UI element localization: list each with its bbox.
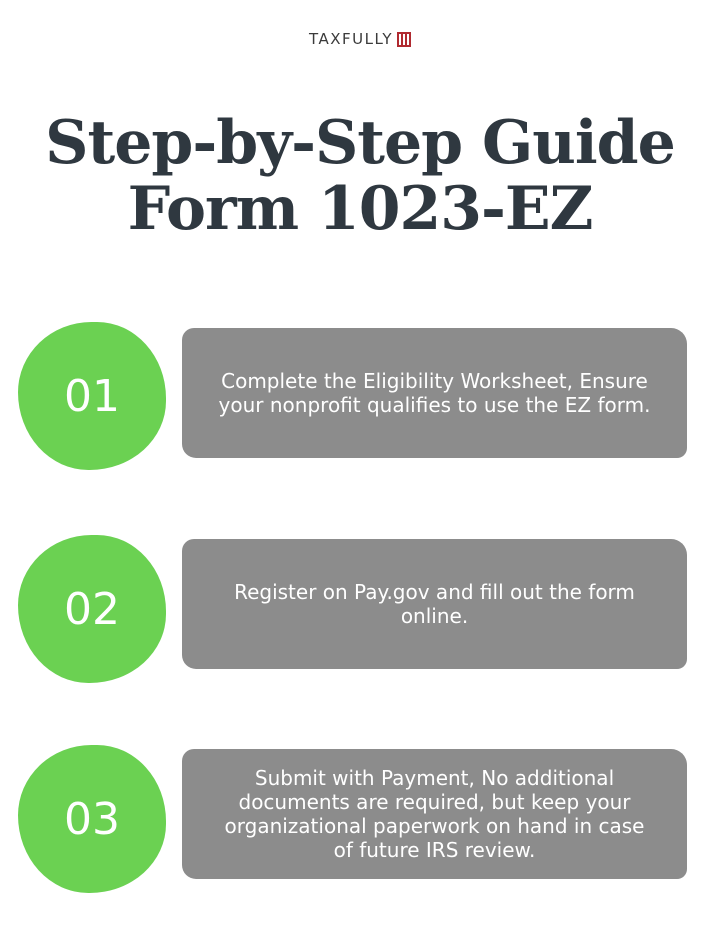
step-number-badge: 02 <box>18 535 166 683</box>
brand-logo <box>0 30 720 48</box>
step-number-badge: 03 <box>18 745 166 893</box>
step-description: Complete the Eligibility Worksheet, Ensure your nonprofit qualifies to use the EZ form. <box>182 328 687 458</box>
brand-name: TAXFULLY <box>308 30 394 48</box>
title-line-2: Form 1023-EZ <box>127 174 593 244</box>
step-2 <box>0 535 720 685</box>
step-description: Register on Pay.gov and fill out the form online. <box>182 539 687 669</box>
step-3 <box>0 745 720 895</box>
step-number-badge: 01 <box>18 322 166 470</box>
step-1 <box>0 322 720 472</box>
title-line-1: Step-by-Step Guide <box>45 108 675 178</box>
brand-mark-icon <box>397 32 411 47</box>
page-title <box>0 110 720 242</box>
step-description: Submit with Payment, No additional documents are required, but keep your organizational paperwork on hand in case of future IRS review. <box>182 749 687 879</box>
